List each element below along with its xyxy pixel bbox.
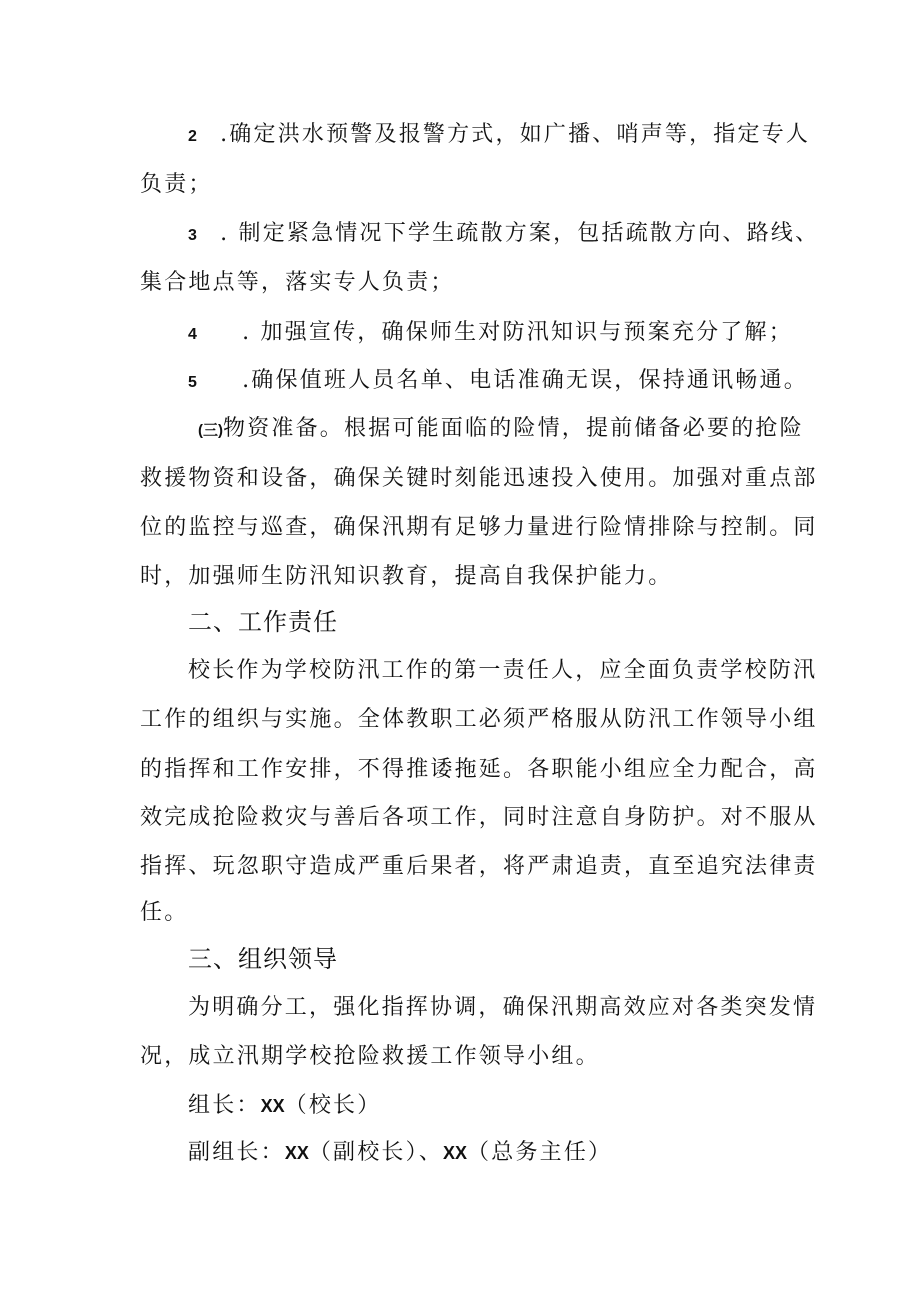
paragraph-line: 指挥、玩忽职守造成严重后果者，将严肃追责，直至追究法律责 bbox=[140, 854, 818, 879]
paragraph-line: 为明确分工，强化指挥协调，确保汛期高效应对各类突发情 bbox=[188, 995, 818, 1020]
list-number: 2 bbox=[188, 128, 197, 145]
deputy-name-1: XX bbox=[284, 1143, 309, 1163]
section-heading-leadership: 三、组织领导 bbox=[188, 945, 338, 973]
section-3-line: 时，加强师生防汛知识教育，提高自我保护能力。 bbox=[140, 564, 673, 589]
paragraph-line: 况，成立汛期学校抢险救援工作领导小组。 bbox=[140, 1044, 600, 1069]
list-text: . 制定紧急情况下学生疏散方案，包括疏散方向、路线、 bbox=[220, 221, 820, 246]
list-item-3-continued: 集合地点等，落实专人负责； bbox=[140, 270, 455, 295]
leader-name: XX bbox=[260, 1096, 285, 1116]
leader-line bbox=[188, 1091, 381, 1121]
section-3-line: 位的监控与巡查，确保汛期有足够力量进行险情排除与控制。同 bbox=[140, 515, 818, 540]
list-number: 5 bbox=[188, 374, 197, 391]
list-item-2-continued: 负责； bbox=[140, 172, 213, 197]
list-text: .确定洪水预警及报警方式，如广播、哨声等，指定专人 bbox=[220, 122, 811, 147]
list-item-4 bbox=[188, 318, 793, 348]
deputy-name-2: XX bbox=[443, 1143, 468, 1163]
list-item-5 bbox=[188, 366, 808, 396]
paragraph-line: 校长作为学校防汛工作的第一责任人，应全面负责学校防汛 bbox=[188, 658, 818, 683]
section-3-line: 救援物资和设备，确保关键时刻能迅速投入使用。加强对重点部 bbox=[140, 466, 818, 491]
list-number: 3 bbox=[188, 227, 197, 244]
list-text: . 加强宣传，确保师生对防汛知识与预案充分了解； bbox=[242, 320, 793, 345]
section-heading-responsibility: 二、工作责任 bbox=[188, 608, 338, 636]
section-3-first-line bbox=[198, 414, 804, 444]
leader-label: 组长： bbox=[188, 1093, 261, 1118]
deputy-label: 副组长： bbox=[188, 1140, 285, 1165]
list-text: .确保值班人员名单、电话准确无误，保持通讯畅通。 bbox=[242, 368, 808, 393]
paragraph-line: 效完成抢险救灾与善后各项工作，同时注意自身防护。对不服从 bbox=[140, 805, 818, 830]
deputy-role-2: （总务主任） bbox=[467, 1140, 613, 1165]
list-item-3 bbox=[188, 219, 819, 249]
list-item-2 bbox=[188, 120, 810, 150]
paragraph-line: 的指挥和工作安排，不得推诿拖延。各职能小组应全力配合，高 bbox=[140, 757, 818, 782]
section-marker: (三) bbox=[198, 422, 223, 439]
paragraph-line: 工作的组织与实施。全体教职工必须严格服从防汛工作领导小组 bbox=[140, 707, 818, 732]
deputy-leader-line bbox=[188, 1138, 612, 1168]
deputy-role-1: （副校长）、 bbox=[308, 1140, 444, 1165]
section-text: 物资准备。根据可能面临的险情，提前储备必要的抢险 bbox=[223, 416, 804, 441]
leader-role: （校长） bbox=[284, 1093, 382, 1118]
paragraph-line: 任。 bbox=[140, 900, 189, 925]
list-number: 4 bbox=[188, 326, 197, 343]
